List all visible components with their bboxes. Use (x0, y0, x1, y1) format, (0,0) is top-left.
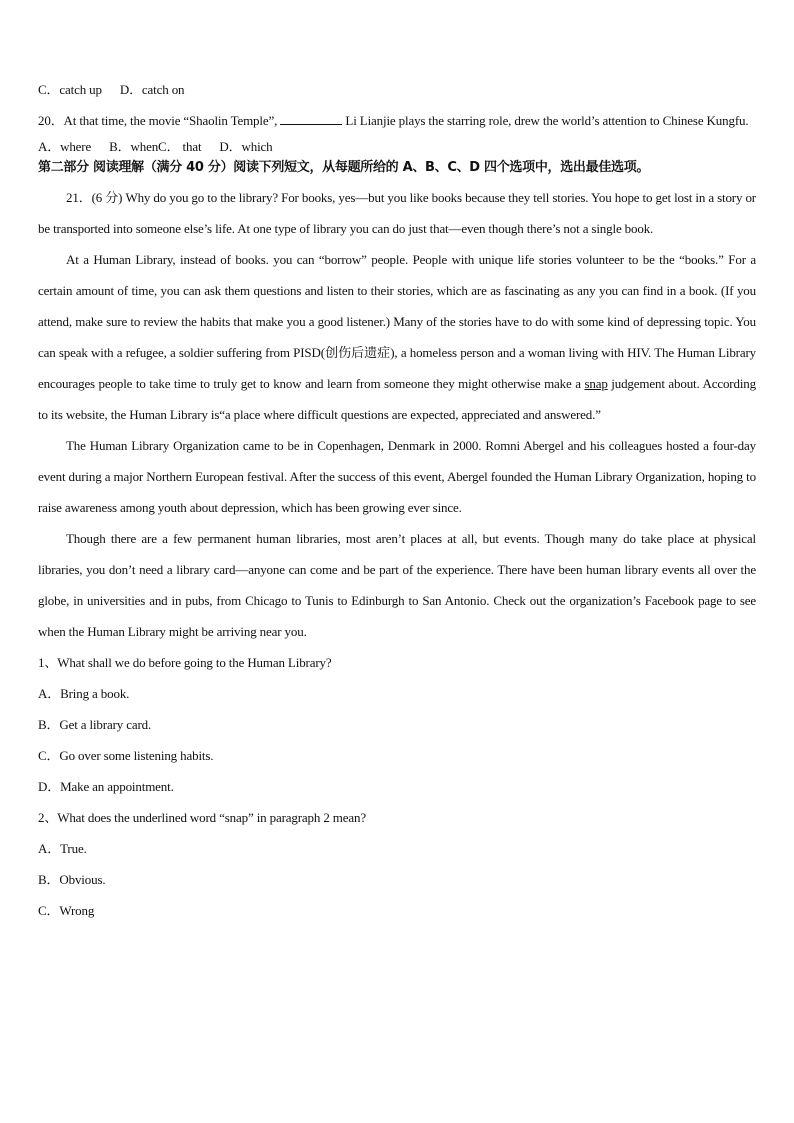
question-2-option-c: C．Wrong (38, 903, 95, 918)
question-2-option-b: B．Obvious. (38, 872, 106, 887)
q20-option-a: A．where (38, 139, 92, 154)
question-2-option-a: A．True. (38, 841, 87, 856)
q20-option-b: B．when (109, 139, 159, 154)
passage-paragraph-3: The Human Library Organization came to be in Copenhagen, Denmark in 2000. Romni Abergel and his colleagues hosted a four-day event during a major Northern European festival. After the success of this event, Abergel founded the Human Library Organization, hoping to raise awareness among youth about depression, which has been growing ever since. (38, 438, 756, 515)
q20-option-d: D．which (219, 139, 273, 154)
q19-option-c: C．catch up (38, 82, 102, 97)
passage-paragraph-1: 21．(6 分) Why do you go to the library? For books, yes—but you like books because they tell stories. You hope to get lost in a story or be transported into someone else’s life. At one type of library you can do just that—even though there’s not a single book. (38, 190, 756, 236)
question-1-option-b: B．Get a library card. (38, 717, 152, 732)
paragraph-2-text-after: judgement about. According to its website, the Human Library is“a place where difficult questions are expected, appreciated and answered.” (38, 376, 756, 422)
question-1-option-d: D．Make an appointment. (38, 779, 174, 794)
question-2-stem: 2、What does the underlined word “snap” in paragraph 2 mean? (38, 810, 366, 825)
q20-stem-after: Li Lianjie plays the starring role, drew the world’s attention to Chinese Kungfu. (345, 113, 749, 128)
q20-options (38, 136, 756, 158)
underlined-word-snap: snap (584, 376, 608, 391)
exam-page (38, 74, 756, 926)
paragraph-2-text-before: At a Human Library, instead of books. you can “borrow” people. People with unique life stories volunteer to be the “books.” For a certain amount of time, you can ask them questions and listen to their stories, which are as fascinating as any you can find in a book. (If you attend, make sure to review the habits that make you a good listener.) Many of the stories have to do with some kind of depressing topic. You can speak with a refugee, a soldier suffering from PISD(创伤后遗症), a homeless person and a woman living with HIV. The Human Library encourages people to take time to truly get to know and learn from someone they might otherwise make a (38, 252, 756, 391)
question-1-option-a: A．Bring a book. (38, 686, 130, 701)
q20-option-c: C． that (158, 139, 202, 154)
q20-stem (38, 105, 756, 136)
answer-blank (280, 112, 342, 125)
section-2-header: 第二部分 阅读理解（满分 40 分）阅读下列短文，从每题所给的 A、B、C、D 四个选项中，选出最佳选项。 (38, 160, 650, 175)
q19-options (38, 74, 756, 105)
question-1-stem: 1、What shall we do before going to the Human Library? (38, 655, 332, 670)
passage-paragraph-4: Though there are a few permanent human libraries, most aren’t places at all, but events. Though many do take place at physical libraries, you don’t need a library card—anyone can come and be part of the experience. There have been human library events all over the globe, in universities and in pubs, from Chicago to Tunis to Edinburgh to San Antonio. Check out the organization’s Facebook page to see when the Human Library might be arriving near you. (38, 531, 756, 639)
question-1-option-c: C．Go over some listening habits. (38, 748, 214, 763)
passage-paragraph-2 (38, 244, 756, 430)
q19-option-d: D．catch on (119, 82, 185, 97)
q20-stem-before: 20．At that time, the movie “Shaolin Temple”, (38, 113, 278, 128)
